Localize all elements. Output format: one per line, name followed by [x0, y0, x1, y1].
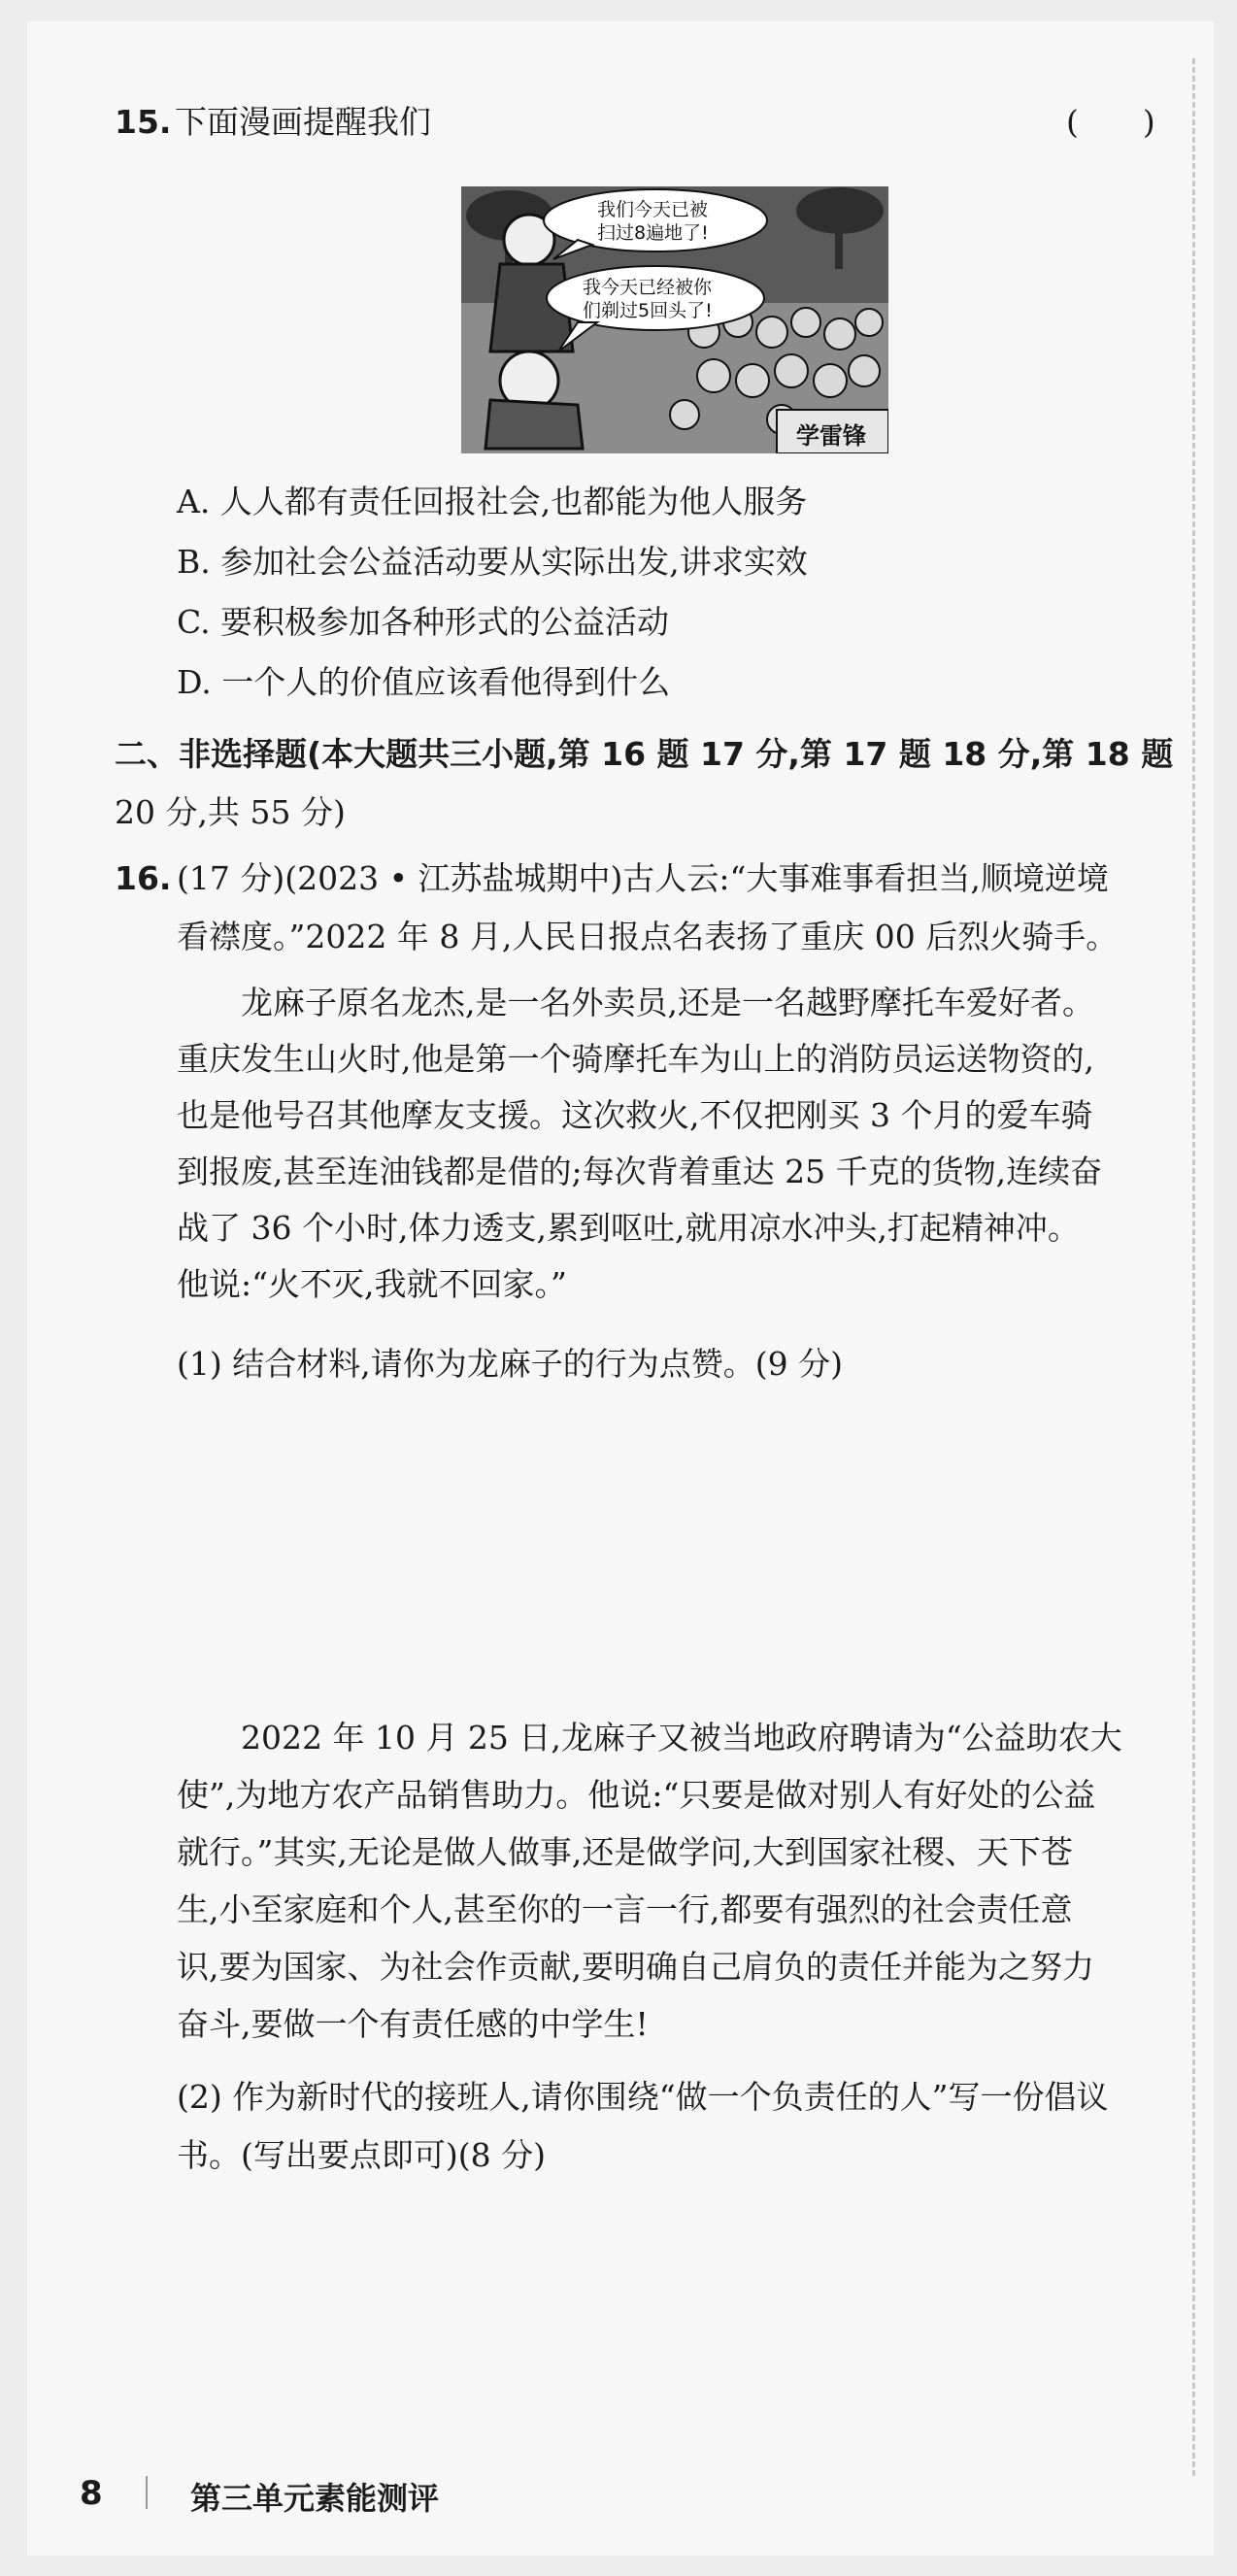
binding-dashed-line — [1192, 58, 1195, 2476]
footer-divider — [146, 2476, 148, 2509]
q16-intro-line2: 看襟度。”2022 年 8 月,人民日报点名表扬了重庆 00 后烈火骑手。 — [177, 918, 1119, 955]
q16-number: 16. — [115, 859, 172, 897]
q16-para2-line2: 使”,为地方农产品销售助力。他说:“只要是做对别人有好处的公益 — [177, 1776, 1096, 1814]
q15-option-c: C. 要积极参加各种形式的公益活动 — [177, 603, 670, 641]
page-number: 8 — [80, 2474, 103, 2513]
section2-heading-line2: 20 分,共 55 分) — [115, 793, 346, 831]
q15-option-d: D. 一个人的价值应该看他得到什么 — [177, 663, 671, 701]
q15-answer-bracket: ( ) — [1066, 103, 1155, 141]
q16-subquestion-2-line1: (2) 作为新时代的接班人,请你围绕“做一个负责任的人”写一份倡议 — [177, 2078, 1109, 2116]
footer-title: 第三单元素能测评 — [190, 2480, 440, 2517]
q16-para1-line2: 重庆发生山火时,他是第一个骑摩托车为山上的消防员运送物资的, — [177, 1040, 1094, 1078]
q16-para1-line6: 他说:“火不灭,我就不回家。” — [177, 1265, 567, 1303]
bubble2-line1: 我今天已经被你 — [583, 277, 713, 298]
q15-stem: 下面漫画提醒我们 — [175, 103, 431, 141]
q16-para1-line1: 龙麻子原名龙杰,是一名外卖员,还是一名越野摩托车爱好者。 — [177, 984, 1094, 1021]
bubble2-line2: 们剃过5回头了! — [583, 300, 713, 321]
bubble1-line2: 扫过8遍地了! — [597, 222, 709, 244]
q16-para1-line5: 战了 36 个小时,体力透支,累到呕吐,就用凉水冲头,打起精神冲。 — [177, 1209, 1080, 1247]
q16-para2-line3: 就行。”其实,无论是做人做事,还是做学问,大到国家社稷、天下苍 — [177, 1833, 1073, 1871]
q15-option-b: B. 参加社会公益活动要从实际出发,讲求实效 — [177, 543, 808, 581]
cartoon-image — [461, 186, 888, 453]
sign-label: 学雷锋 — [796, 422, 866, 450]
q16-para1-line4: 到报废,甚至连油钱都是借的;每次背着重达 25 千克的货物,连续奋 — [177, 1153, 1103, 1190]
q15-number: 15. — [115, 103, 172, 141]
section2-heading-line1: 二、非选择题(本大题共三小题,第 16 题 17 分,第 17 题 18 分,第 18 题 — [115, 735, 1174, 773]
q16-intro-line1: (17 分)(2023 • 江苏盐城期中)古人云:“大事难事看担当,顺境逆境 — [177, 859, 1109, 897]
q16-para2-line1: 2022 年 10 月 25 日,龙麻子又被当地政府聘请为“公益助农大 — [177, 1719, 1122, 1756]
q16-para2-line5: 识,要为国家、为社会作贡献,要明确自己肩负的责任并能为之努力 — [177, 1948, 1094, 1986]
q16-para2-line6: 奋斗,要做一个有责任感的中学生! — [177, 2005, 649, 2043]
q16-subquestion-1: (1) 结合材料,请你为龙麻子的行为点赞。(9 分) — [177, 1345, 843, 1383]
q16-para2-line4: 生,小至家庭和个人,甚至你的一言一行,都要有强烈的社会责任意 — [177, 1890, 1073, 1928]
q16-para1-line3: 也是他号召其他摩友支援。这次救火,不仅把刚买 3 个月的爱车骑 — [177, 1096, 1093, 1134]
q15-option-a: A. 人人都有责任回报社会,也都能为他人服务 — [177, 483, 808, 520]
bubble1-line1: 我们今天已被 — [597, 199, 709, 220]
q16-subquestion-2-line2: 书。(写出要点即可)(8 分) — [177, 2136, 546, 2174]
